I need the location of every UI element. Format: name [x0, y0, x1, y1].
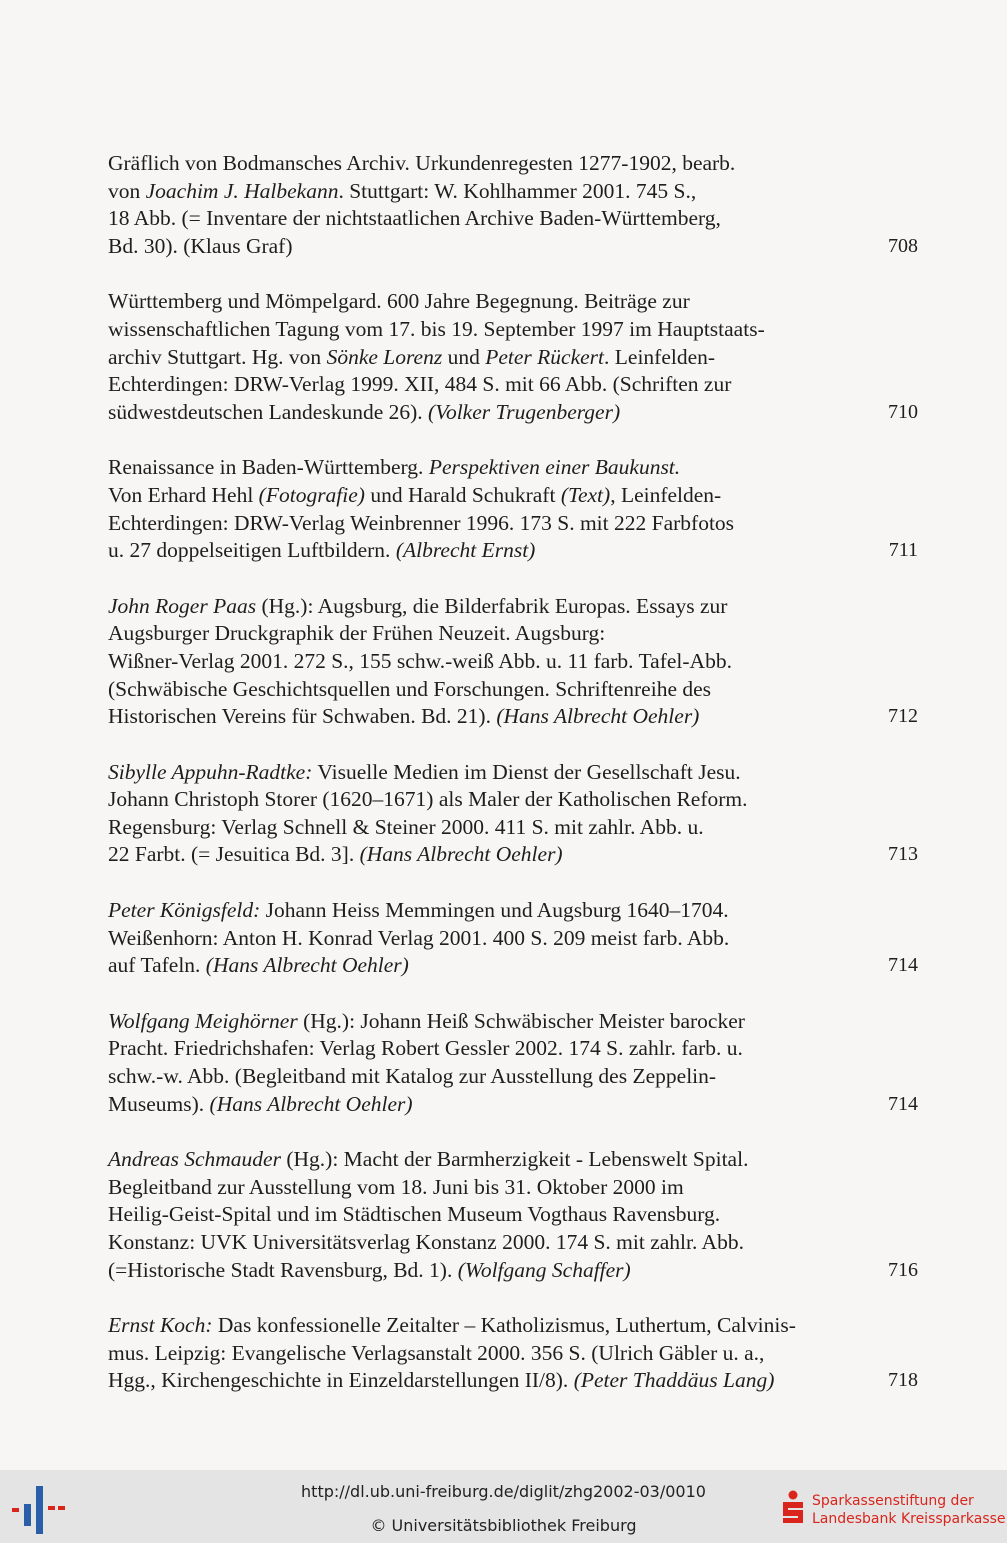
italic-segment: Peter Rückert [485, 344, 605, 369]
citation-line [108, 1146, 823, 1174]
sparkasse-s-icon [780, 1490, 806, 1526]
italic-segment: (Hans Albrecht Oehler) [205, 953, 409, 978]
italic-segment: (Hans Albrecht Oehler) [359, 842, 563, 867]
review-entry [108, 150, 918, 260]
italic-segment: Perspektiven einer Baukunst. [428, 455, 681, 480]
footer-bar [0, 1470, 1007, 1543]
citation-line [108, 233, 823, 261]
text-segment: Regensburg: Verlag Schnell & Steiner 2000. 411 S. mit zahlr. Abb. u. [108, 814, 704, 839]
text-segment: (Hg.): Macht der Barmherzigkeit - Lebenswelt Spital. [280, 1147, 749, 1172]
text-segment: und [442, 344, 486, 369]
citation-line [108, 205, 823, 233]
text-segment: mus. Leipzig: Evangelische Verlagsanstalt 2000. 356 S. (Ulrich Gäbler u. a., [108, 1340, 765, 1365]
citation-line [108, 288, 823, 316]
citation-line [108, 1367, 823, 1395]
text-segment: südwestdeutschen Landeskunde 26). [108, 399, 429, 424]
citation-line [108, 178, 823, 206]
text-segment: Begleitband zur Ausstellung vom 18. Juni bis 31. Oktober 2000 im [108, 1174, 684, 1199]
text-segment: schw.-w. Abb. (Begleitband mit Katalog zur Ausstellung des Zeppelin- [108, 1064, 717, 1089]
entry-citation [108, 150, 823, 260]
sponsor-line-2: Landesbank Kreissparkasse [812, 1511, 1006, 1527]
text-segment: (Hg.): Augsburg, die Bilderfabrik Europas. Essays zur [256, 593, 728, 618]
text-segment: (=Historische Stadt Ravensburg, Bd. 1). [108, 1257, 458, 1282]
citation-line [108, 648, 823, 676]
page-number: 711 [888, 539, 918, 562]
citation-line [108, 537, 823, 565]
italic-segment: (Fotografie) [258, 482, 365, 507]
citation-line [108, 482, 823, 510]
copyright-notice: © Universitätsbibliothek Freiburg [370, 1516, 637, 1535]
text-segment: Johann Christoph Storer (1620–1671) als Maler der Katholischen Reform. [108, 787, 748, 812]
text-segment: Echterdingen: DRW-Verlag Weinbrenner 1996. 173 S. mit 222 Farbfotos [108, 510, 735, 535]
text-segment: u. 27 doppelseitigen Luftbildern. [108, 538, 396, 563]
text-segment: und Harald Schukraft [364, 482, 561, 507]
text-segment: Echterdingen: DRW-Verlag 1999. XII, 484 S. mit 66 Abb. (Schriften zur [108, 372, 732, 397]
text-segment: Von Erhard Hehl [108, 482, 259, 507]
italic-segment: John Roger Paas [108, 593, 257, 618]
citation-line [108, 786, 823, 814]
italic-segment: Sibylle Appuhn-Radtke: [108, 759, 313, 784]
review-entry [108, 897, 918, 980]
page-number: 712 [888, 705, 918, 728]
citation-line [108, 759, 823, 787]
text-segment: wissenschaftlichen Tagung vom 17. bis 19. September 1997 im Hauptstaats- [108, 316, 765, 341]
entry-citation [108, 454, 823, 564]
sponsor-name [812, 1492, 1006, 1528]
entry-citation [108, 1312, 823, 1395]
italic-segment: Joachim J. Halbekann [145, 178, 339, 203]
text-segment: (Schwäbische Geschichtsquellen und Forschungen. Schriftenreihe des [108, 676, 712, 701]
citation-line [108, 344, 823, 372]
italic-segment: Peter Königsfeld: [108, 898, 261, 923]
text-segment: Konstanz: UVK Universitätsverlag Konstanz 2000. 174 S. mit zahlr. Abb. [108, 1230, 744, 1254]
page-number: 716 [888, 1258, 918, 1281]
italic-segment: Ernst Koch: [108, 1313, 213, 1338]
text-segment: Württemberg und Mömpelgard. 600 Jahre Begegnung. Beiträge zur [108, 289, 690, 314]
citation-line [108, 454, 823, 482]
text-segment: Renaissance in Baden-Württemberg. [108, 455, 429, 480]
italic-segment: (Hans Albrecht Oehler) [209, 1091, 413, 1116]
page-number: 718 [888, 1369, 918, 1392]
review-entry [108, 759, 918, 869]
citation-line [108, 1063, 823, 1091]
sponsor-logo[interactable] [780, 1488, 1006, 1532]
review-entry [108, 454, 918, 564]
text-segment: Hgg., Kirchengeschichte in Einzeldarstellungen II/8). [108, 1368, 574, 1393]
page-number: 710 [888, 400, 918, 423]
text-segment: , Leinfelden- [610, 482, 722, 507]
citation-line [108, 814, 823, 842]
page-number: 713 [888, 843, 918, 866]
text-segment: Johann Heiss Memmingen und Augsburg 1640–1704. [260, 898, 729, 923]
text-segment: auf Tafeln. [108, 953, 206, 978]
citation-line [108, 371, 823, 399]
italic-segment: (Hans Albrecht Oehler) [496, 704, 700, 729]
text-segment: Wißner-Verlag 2001. 272 S., 155 schw.-weiß Abb. u. 11 farb. Tafel-Abb. [108, 648, 732, 673]
text-segment: archiv Stuttgart. Hg. von [108, 344, 327, 369]
citation-line [108, 676, 823, 704]
text-segment: Bd. 30). (Klaus Graf) [108, 233, 293, 258]
citation-line [108, 510, 823, 538]
italic-segment: Wolfgang Meighörner [108, 1008, 298, 1033]
entry-citation [108, 759, 823, 869]
page-number: 714 [888, 1092, 918, 1115]
permalink-url[interactable]: http://dl.ub.uni-freiburg.de/diglit/zhg2002-03/0010 [301, 1482, 706, 1501]
italic-segment: (Albrecht Ernst) [395, 538, 536, 563]
review-entry [108, 1008, 918, 1118]
entry-citation [108, 593, 823, 731]
citation-line [108, 897, 823, 925]
italic-segment: (Text) [560, 482, 611, 507]
citation-line [108, 841, 823, 869]
page-number: 714 [888, 954, 918, 977]
sponsor-line-1: Sparkassenstiftung der [812, 1493, 974, 1509]
citation-line [108, 703, 823, 731]
text-segment: Weißenhorn: Anton H. Konrad Verlag 2001. 400 S. 209 meist farb. Abb. [108, 925, 730, 950]
citation-line [108, 593, 823, 621]
italic-segment: (Wolfgang Schaffer) [457, 1257, 631, 1282]
citation-line [108, 1257, 823, 1285]
citation-line [108, 150, 823, 178]
text-segment: . Leinfelden- [604, 344, 716, 369]
citation-line [108, 1091, 823, 1119]
text-segment: . Stuttgart: W. Kohlhammer 2001. 745 S., [338, 178, 697, 203]
page-number: 708 [888, 234, 918, 257]
text-segment: Museums). [108, 1091, 210, 1116]
italic-segment: (Peter Thaddäus Lang) [573, 1368, 775, 1393]
entry-citation [108, 1146, 823, 1284]
review-entry [108, 593, 918, 731]
citation-line [108, 1035, 823, 1063]
text-segment: Augsburger Druckgraphik der Frühen Neuzeit. Augsburg: [108, 621, 606, 646]
review-entry [108, 1146, 918, 1284]
citation-line [108, 1340, 823, 1368]
entry-citation [108, 1008, 823, 1118]
citation-line [108, 1008, 823, 1036]
citation-line [108, 1201, 823, 1229]
text-segment: (Hg.): Johann Heiß Schwäbischer Meister barocker [297, 1008, 745, 1033]
italic-segment: Andreas Schmauder [108, 1147, 281, 1172]
text-segment: 18 Abb. (= Inventare der nichtstaatlichen Archive Baden-Württemberg, [108, 206, 721, 231]
text-segment: Pracht. Friedrichshafen: Verlag Robert Gessler 2002. 174 S. zahlr. farb. u. [108, 1036, 743, 1061]
text-segment: von [108, 178, 146, 203]
review-list [108, 150, 918, 1423]
text-segment: Visuelle Medien im Dienst der Gesellschaft Jesu. [312, 759, 741, 784]
citation-line [108, 1312, 823, 1340]
citation-line [108, 620, 823, 648]
review-entry [108, 1312, 918, 1395]
italic-segment: Sönke Lorenz [326, 344, 443, 369]
text-segment: 22 Farbt. (= Jesuitica Bd. 3]. [108, 842, 360, 867]
citation-line [108, 925, 823, 953]
text-segment: Das konfessionelle Zeitalter – Katholizismus, Luthertum, Calvinis- [212, 1313, 796, 1338]
entry-citation [108, 288, 823, 426]
review-entry [108, 288, 918, 426]
text-segment: Historischen Vereins für Schwaben. Bd. 21). [108, 704, 497, 729]
citation-line [108, 1229, 823, 1257]
entry-citation [108, 897, 823, 980]
text-segment: Gräflich von Bodmansches Archiv. Urkundenregesten 1277-1902, bearb. [108, 151, 736, 175]
citation-line [108, 1174, 823, 1202]
citation-line [108, 952, 823, 980]
citation-line [108, 316, 823, 344]
text-segment: Heilig-Geist-Spital und im Städtischen Museum Vogthaus Ravensburg. [108, 1202, 721, 1227]
citation-line [108, 399, 823, 427]
italic-segment: (Volker Trugenberger) [428, 399, 621, 424]
